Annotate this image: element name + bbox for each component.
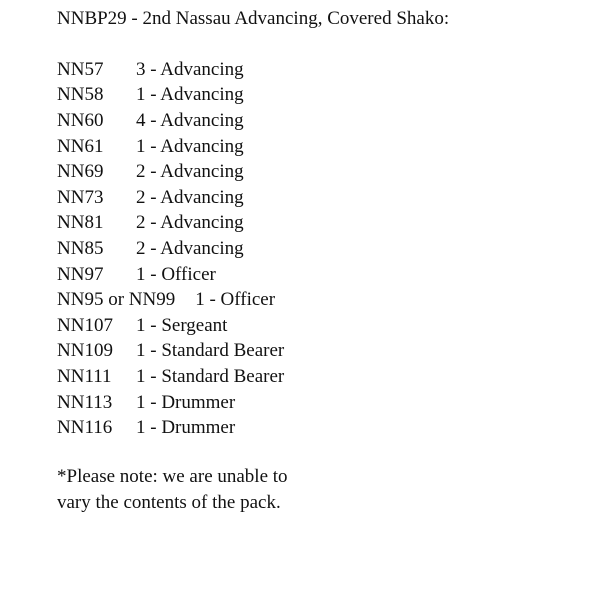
list-item — [57, 262, 284, 288]
item-code: NN58 — [57, 84, 104, 106]
list-item — [57, 236, 284, 262]
pack-contents-list — [57, 57, 284, 441]
item-code: NN81 — [57, 212, 104, 234]
list-item — [57, 390, 284, 416]
list-item — [57, 134, 284, 160]
item-content: 1 - Officer — [195, 289, 276, 311]
pack-note — [57, 464, 288, 516]
list-item — [57, 159, 284, 185]
list-item — [57, 185, 284, 211]
list-item — [57, 364, 284, 390]
list-item — [57, 211, 284, 237]
item-content: 1 - Officer — [136, 263, 216, 285]
item-code: NN111 — [57, 365, 112, 387]
item-code: NN85 — [57, 237, 104, 259]
item-code: NN57 — [57, 58, 104, 80]
item-content: 2 - Advancing — [136, 237, 244, 259]
item-code: NN97 — [57, 263, 104, 285]
item-code: NN113 — [57, 391, 113, 413]
item-content: 2 - Advancing — [136, 161, 244, 183]
item-code: NN60 — [57, 109, 104, 131]
item-content: 4 - Advancing — [136, 109, 244, 131]
item-code: NN69 — [57, 161, 104, 183]
list-item — [57, 339, 284, 365]
item-code: NN95 or NN99 — [57, 289, 176, 311]
list-item — [57, 415, 284, 441]
item-code: NN116 — [57, 417, 113, 439]
item-code: NN107 — [57, 314, 113, 336]
item-code: NN109 — [57, 340, 113, 362]
item-content: 1 - Standard Bearer — [136, 365, 285, 387]
list-item — [57, 57, 284, 83]
note-line: vary the contents of the pack. — [57, 492, 281, 513]
list-item — [57, 83, 284, 109]
item-content: 1 - Advancing — [136, 84, 244, 106]
pack-title: NNBP29 - 2nd Nassau Advancing, Covered Shako: — [57, 8, 450, 29]
list-item — [57, 313, 284, 339]
item-code: NN73 — [57, 186, 104, 208]
note-line: *Please note: we are unable to — [57, 466, 288, 487]
list-item — [57, 108, 284, 134]
item-content: 1 - Drummer — [136, 391, 236, 413]
list-item — [57, 287, 284, 313]
item-content: 2 - Advancing — [136, 212, 244, 234]
item-content: 1 - Standard Bearer — [136, 340, 285, 362]
item-content: 1 - Advancing — [136, 135, 244, 157]
item-content: 1 - Sergeant — [136, 314, 228, 336]
item-content: 3 - Advancing — [136, 58, 244, 80]
item-content: 2 - Advancing — [136, 186, 244, 208]
item-content: 1 - Drummer — [136, 417, 236, 439]
item-code: NN61 — [57, 135, 104, 157]
